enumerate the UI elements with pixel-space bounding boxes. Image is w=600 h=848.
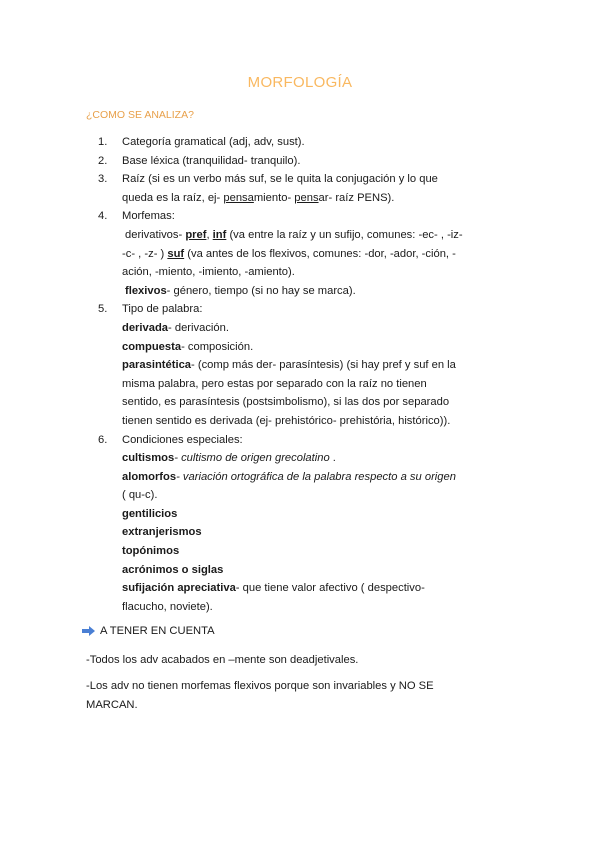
item-text: [122, 207, 518, 300]
text-span: -c- , -z- ): [122, 247, 168, 260]
text-span: - género, tiempo (si no hay se marca).: [166, 284, 356, 297]
raiz-line-1: Raíz (si es un verbo más suf, se le quita la conjugación y lo que: [122, 173, 438, 186]
term-label: derivativos-: [125, 228, 186, 241]
list-item: [98, 152, 518, 171]
text-span: - variación ortográfica de la palabra respecto a su origen: [176, 470, 456, 483]
text-span: miento-: [253, 191, 295, 204]
text-span: ,: [206, 228, 213, 241]
text-span: ar- raíz PENS).: [318, 191, 395, 204]
note-adverbios-mente: -Todos los adv acabados en –mente son deadjetivales.: [86, 654, 359, 666]
parasintetica-line-2: misma palabra, pero estas por separado con la raíz no tienen: [122, 377, 427, 390]
aviso-label: A TENER EN CUENTA: [100, 625, 215, 637]
note-adverbios-flexivos: -Los adv no tienen morfemas flexivos porque son invariables y NO SE MARCAN.: [86, 680, 434, 711]
list-item: [98, 133, 518, 152]
derivativos-line-1: [122, 226, 518, 245]
raiz-line-2: [122, 189, 518, 208]
numbered-list: [98, 133, 518, 616]
item-text: Base léxica (tranquilidad- tranquilo).: [122, 154, 301, 167]
parasintetica-line-4: tienen sentido es derivada (ej- prehistórico- prehistória, histórico)).: [122, 414, 451, 427]
text-span: .: [329, 452, 336, 465]
text-span: - que tiene valor afectivo ( despectivo-: [235, 582, 425, 595]
cultismos-line: [122, 449, 518, 468]
list-item: [98, 207, 518, 300]
alomorfos-line: [122, 468, 518, 487]
page-title: MORFOLOGÍA: [247, 74, 353, 91]
suf-term: suf: [167, 247, 185, 260]
item-text: [122, 300, 518, 430]
list-item: [98, 170, 518, 207]
alomorfos-line-2: ( qu-c).: [122, 489, 158, 502]
acronimos-line: acrónimos o siglas: [122, 563, 224, 576]
item-number: 3.: [98, 173, 108, 186]
item-number: 1.: [98, 136, 108, 148]
underlined-root: pensa: [223, 191, 254, 204]
item-number: 2.: [98, 154, 108, 167]
text-span: (va antes de los flexivos, comunes: -dor, -ador, -ción, -: [184, 247, 456, 260]
list-item: [98, 300, 518, 430]
derivativos-line-2: [122, 245, 518, 264]
term-label: sufijación apreciativa: [122, 582, 236, 595]
text-span: queda es la raíz, ej-: [122, 191, 224, 204]
underlined-root: pens: [294, 191, 319, 204]
item-text: [122, 431, 518, 617]
derivativos-line-3: ación, -miento, -imiento, -amiento).: [122, 266, 295, 279]
list-item: [98, 431, 518, 617]
flexivos-line: [122, 282, 518, 301]
term-label: derivada: [122, 321, 169, 334]
inf-term: inf: [212, 228, 227, 241]
item-heading: Condiciones especiales:: [122, 433, 243, 446]
right-arrow-icon: [82, 626, 95, 636]
term-label: flexivos: [125, 284, 167, 297]
aviso-heading: [82, 625, 215, 637]
section-subtitle: ¿COMO SE ANALIZA?: [86, 109, 194, 121]
sufijacion-line-2: flacucho, noviete).: [122, 600, 213, 613]
parasintetica-line-3: sentido, es parasíntesis (postsimbolismo), si las dos por separado: [122, 396, 450, 409]
extranjerismos-line: extranjerismos: [122, 526, 202, 539]
sufijacion-line-1: [122, 579, 518, 598]
term-label: compuesta: [122, 340, 182, 353]
gentilicios-line: gentilicios: [122, 507, 178, 520]
item-text: [122, 170, 518, 207]
text-span: - cultismo de origen grecolatino: [174, 452, 330, 465]
item-heading: Morfemas:: [122, 210, 175, 223]
compuesta-line: [122, 338, 518, 357]
item-number: 6.: [98, 433, 108, 446]
parasintetica-line-1: [122, 356, 518, 375]
pref-term: pref: [185, 228, 207, 241]
term-label: alomorfos: [122, 470, 177, 483]
item-heading: Tipo de palabra:: [122, 303, 203, 316]
text-span: - composición.: [181, 340, 254, 353]
item-number: 5.: [98, 303, 108, 316]
toponimos-line: topónimos: [122, 545, 180, 558]
text-span: - (comp más der- parasíntesis) (si hay pref y suf en la: [191, 359, 456, 372]
text-span: (va entre la raíz y un sufijo, comunes: -ec- , -iz-: [226, 228, 463, 241]
item-text: Categoría gramatical (adj, adv, sust).: [122, 136, 305, 148]
item-number: 4.: [98, 210, 108, 223]
derivada-line: [122, 319, 518, 338]
term-label: parasintética: [122, 359, 192, 372]
text-span: - derivación.: [168, 321, 229, 334]
term-label: cultismos: [122, 452, 175, 465]
